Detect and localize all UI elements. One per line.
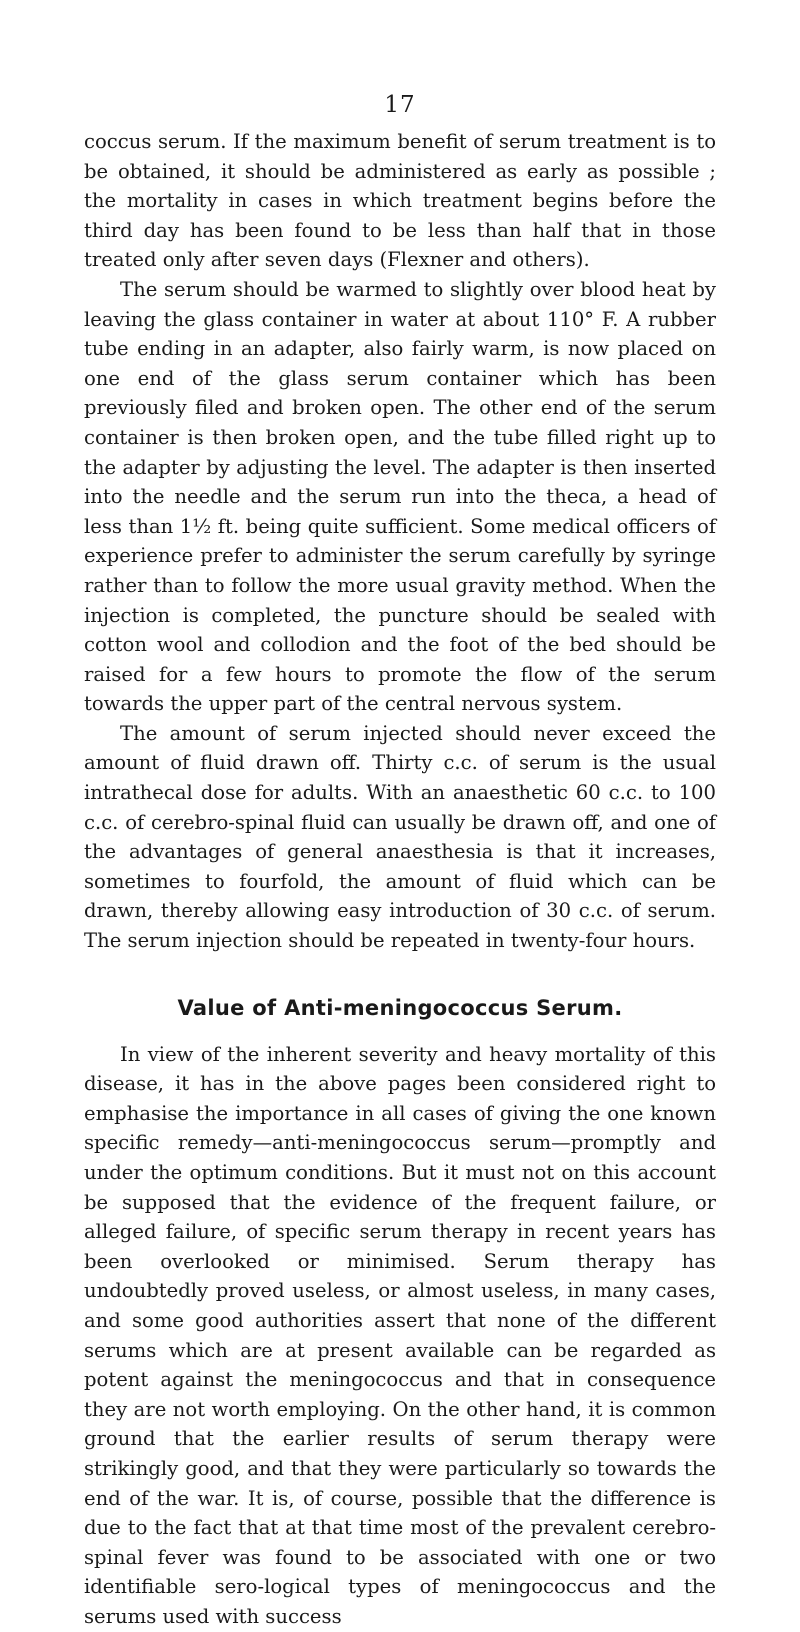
body-text — [84, 127, 716, 1632]
paragraph-serum-administration: The serum should be warmed to slightly over blood heat by leaving the glass container in water at about 110° F. A rubber tube ending in an adapter, also fairly warm, is now placed on one end of the glass serum container which has been previously filed and broken open. The other end of the serum container is then broken open, and the tube filled right up to the adapter by adjusting the level. The adapter is then inserted into the needle and the serum run into the theca, a head of less than 1½ ft. being quite sufficient. Some medical officers of experience prefer to administer the serum carefully by syringe rather than to follow the more usual gravity method. When the injection is completed, the puncture should be sealed with cotton wool and collodion and the foot of the bed should be raised for a few hours to promote the flow of the serum towards the upper part of the central nervous system. — [84, 277, 716, 716]
paragraph-serum-value: In view of the inherent severity and heavy mortality of this disease, it has in the above pages been considered right to emphasise the importance in all cases of giving the one known specific remedy—anti-meningococcus serum—promptly and under the optimum conditions. But it must not on this account be supposed that the evidence of the frequent failure, or alleged failure, of specific serum therapy in recent years has been overlooked or minimised. Serum therapy has undoubtedly proved useless, or almost useless, in many cases, and some good authorities assert that none of the different serums which are at present available can be regarded as potent against the meningococcus and that in consequence they are not worth employing. On the other hand, it is common ground that the earlier results of serum therapy were strikingly good, and that they were particularly so towards the end of the war. It is, of course, possible that the difference is due to the fact that at that time most of the prevalent cerebro-spinal fever was found to be associated with one or two identifiable sero-logical types of meningococcus and the serums used with success — [84, 1042, 716, 1628]
paragraph-serum-amount: The amount of serum injected should never exceed the amount of fluid drawn off. Thirty c.c. of serum is the usual intrathecal dose for adults. With an anaesthetic 60 c.c. to 100 c.c. of cerebro-spinal fluid can usually be drawn off, and one of the advantages of general anaesthesia is that it increases, sometimes to fourfold, the amount of fluid which can be drawn, thereby allowing easy introduction of 30 c.c. of serum. The serum injection should be repeated in twenty-four hours. — [84, 721, 716, 953]
paragraph-serum-timing: coccus serum. If the maximum benefit of serum treatment is to be obtained, it should be administered as early as possible ; the mortality in cases in which treatment begins before the third day has been found to be less than half that in those treated only after seven days (Flexner and others). — [84, 130, 716, 272]
page-number: 17 — [384, 92, 416, 118]
section-heading: Value of Anti-meningococcus Serum. — [177, 995, 623, 1020]
